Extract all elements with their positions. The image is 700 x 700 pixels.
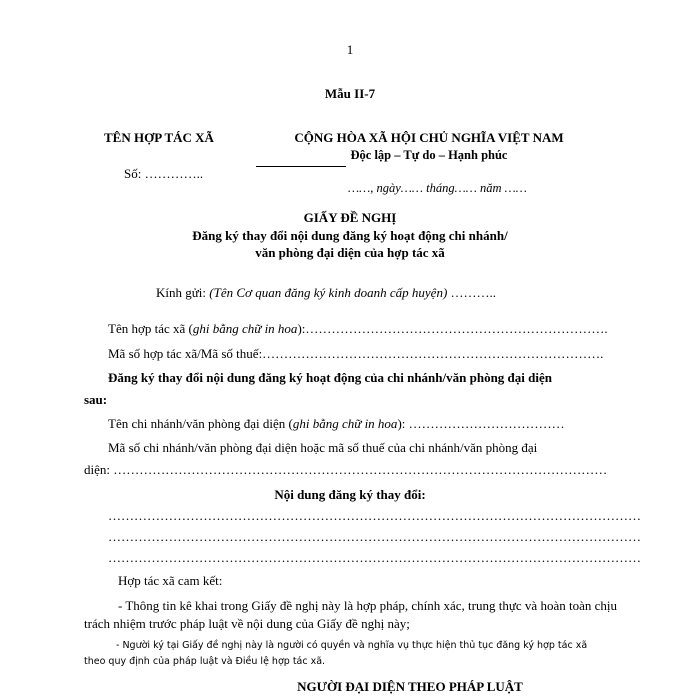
addressee-label: Kính gửi: bbox=[156, 285, 210, 300]
branch-code-line-2: diện: …………………………………………………………………………………………………… bbox=[84, 462, 608, 477]
register-heading-line-1: Đăng ký thay đổi nội dung đăng ký hoạt động của chi nhánh/văn phòng đại diện bbox=[108, 370, 552, 385]
commit-paragraph-2-line-1: - Người ký tại Giấy đề nghị này là người có quyền và nghĩa vụ thực hiện thủ tục đăng ký hợp tác xã bbox=[116, 640, 588, 651]
number-line: Số: ………….. bbox=[124, 166, 204, 181]
page-number: 1 bbox=[346, 42, 354, 57]
dotted-line-3: …………………………………………………………………………………………………………… bbox=[108, 550, 641, 565]
change-heading: Nội dung đăng ký thay đổi: bbox=[274, 487, 426, 502]
commit-heading: Hợp tác xã cam kết: bbox=[118, 573, 223, 588]
motto: Độc lập – Tự do – Hạnh phúc bbox=[350, 148, 508, 162]
tax-code-field: Mã số hợp tác xã/Mã số thuế:……………………………………………………………………. bbox=[108, 346, 604, 361]
coop-name-header: TÊN HỢP TÁC XÃ bbox=[104, 130, 214, 145]
commit-paragraph-2-line-2: theo quy định của pháp luật và Điều lệ hợp tác xã. bbox=[84, 656, 326, 667]
branch-name-dots: ): ……………………………… bbox=[397, 416, 565, 431]
branch-code-line-1: Mã số chi nhánh/văn phòng đại diện hoặc mã số thuế của chi nhánh/văn phòng đại bbox=[108, 440, 538, 455]
commit-paragraph-1: - Thông tin kê khai trong Giấy đề nghị này là hợp pháp, chính xác, trung thực và hoàn toàn chịu trách nhiệm trước pháp luật về nội dung của Giấy đề nghị này; bbox=[84, 598, 617, 631]
addressee-value: (Tên Cơ quan đăng ký kinh doanh cấp huyện) bbox=[209, 285, 448, 300]
nation-header: CỘNG HÒA XÃ HỘI CHỦ NGHĨA VIỆT NAM bbox=[294, 130, 564, 145]
branch-name-field bbox=[108, 416, 565, 432]
motto-rule bbox=[256, 166, 346, 167]
register-heading-line-2: sau: bbox=[84, 392, 108, 407]
dotted-line-1: …………………………………………………………………………………………………………… bbox=[108, 508, 641, 523]
date-line: ……, ngày…… tháng…… năm …… bbox=[348, 181, 527, 195]
document-subtitle-line-2: văn phòng đại diện của hợp tác xã bbox=[255, 245, 445, 260]
signer-heading: NGƯỜI ĐẠI DIỆN THEO PHÁP LUẬT bbox=[297, 679, 523, 694]
document-title: GIẤY ĐỀ NGHỊ bbox=[303, 210, 397, 225]
branch-name-hint: ghi bằng chữ in hoa bbox=[292, 416, 398, 431]
form-code: Mẫu II-7 bbox=[324, 86, 376, 101]
addressee-line bbox=[156, 285, 496, 301]
coop-name-hint: ghi bằng chữ in hoa bbox=[192, 321, 298, 336]
dotted-line-2: …………………………………………………………………………………………………………… bbox=[108, 529, 641, 544]
document-subtitle-line-1: Đăng ký thay đổi nội dung đăng ký hoạt động chi nhánh/ bbox=[192, 228, 508, 243]
coop-name-field bbox=[108, 321, 608, 337]
coop-name-label: Tên hợp tác xã ( bbox=[108, 321, 193, 336]
addressee-dots: ……….. bbox=[447, 285, 497, 300]
coop-name-dots: ):……………………………………………………………. bbox=[297, 321, 608, 336]
branch-name-label: Tên chi nhánh/văn phòng đại diện ( bbox=[108, 416, 293, 431]
